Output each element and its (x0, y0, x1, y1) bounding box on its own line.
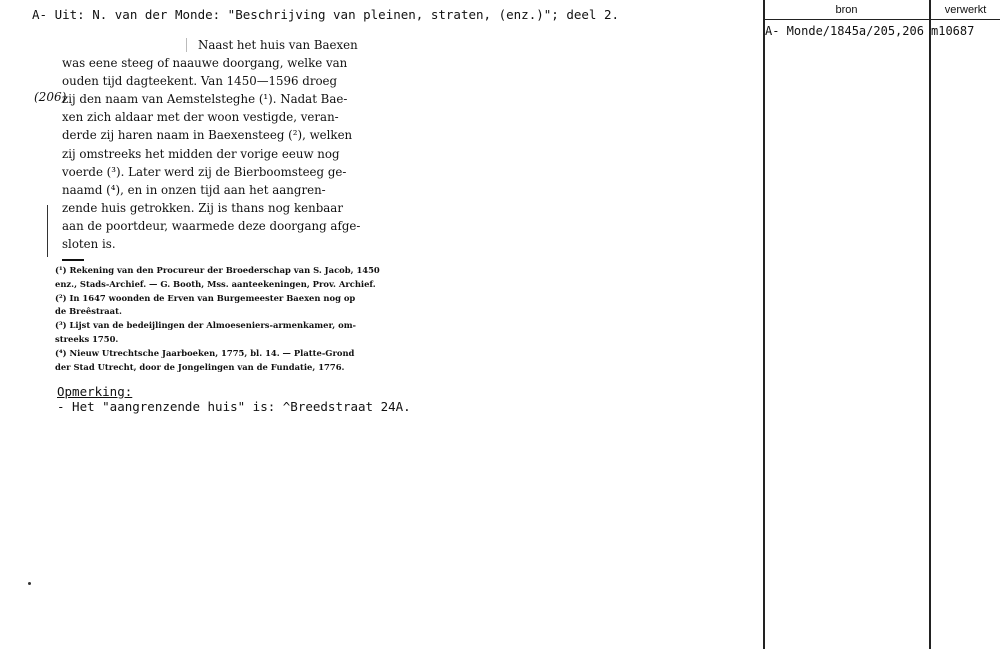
footnote-line: (⁴) Nieuw Utrechtsche Jaarboeken, 1775, bl. 14. — Platte-Grond (55, 347, 355, 358)
article-line: voerde (³). Later werd zij de Bierboomsteeg ge- (62, 164, 347, 179)
article-line: zij den naam van Aemstelsteghe (¹). Nadat Bae- (62, 92, 348, 107)
column-header-bron: bron (835, 4, 858, 16)
margin-bar (47, 205, 48, 257)
article-line: ouden tijd dagteekent. Van 1450—1596 droeg (62, 74, 338, 89)
article-line: sloten is. (62, 237, 116, 252)
footnote-divider (62, 259, 84, 261)
margin-page-reference: (206) (34, 90, 67, 104)
article-line: was eene steeg of naauwe doorgang, welke van (62, 56, 348, 71)
article-line: zij omstreeks het midden der vorige eeuw nog (62, 146, 340, 161)
table-cell-verwerkt: m10687 (931, 24, 975, 38)
article-line: aan de poortdeur, waarmede deze doorgang afge- (62, 218, 361, 233)
table-header-divider (763, 19, 1000, 20)
article-text (62, 36, 362, 253)
remark-title: Opmerking: (57, 384, 133, 399)
article-line: Naast het huis van Baexen (198, 38, 358, 52)
footnote-line: (³) Lijst van de bedeijlingen der Almoeseniers-armenkamer, om- (55, 320, 357, 331)
article-line: derde zij haren naam in Baexensteeg (²), welken (62, 128, 353, 143)
footnote-line: der Stad Utrecht, door de Jongelingen van de Fundatie, 1776. (55, 361, 345, 372)
footnotes (55, 264, 380, 374)
footnote-line: de Breêstraat. (55, 306, 122, 317)
table-column-divider (929, 0, 931, 649)
footnote-line: (²) In 1647 woonden de Erven van Burgemeester Baexen nog op (55, 292, 356, 303)
source-header: A- Uit: N. van der Monde: "Beschrijving van pleinen, straten, (enz.)"; deel 2. (32, 7, 619, 22)
article-line: naamd (⁴), en in onzen tijd aan het aangren- (62, 182, 326, 197)
footnote-line: streeks 1750. (55, 333, 119, 344)
column-header-verwerkt: verwerkt (944, 4, 987, 16)
scan-speck (28, 582, 31, 585)
table-cell-bron: A- Monde/1845a/205,206 (765, 24, 924, 38)
footnote-line: (¹) Rekening van den Procureur der Broederschap van S. Jacob, 1450 (55, 265, 380, 275)
article-line: zende huis getrokken. Zij is thans nog kenbaar (62, 200, 343, 215)
footnote-line: enz., Stads-Archief. — G. Booth, Mss. aanteekeningen, Prov. Archief. (55, 278, 376, 289)
remark-block (57, 384, 411, 414)
table-border-left (763, 0, 765, 649)
remark-text: - Het "aangrenzende huis" is: ^Breedstraat 24A. (57, 399, 411, 414)
article-line: xen zich aldaar met der woon vestigde, veran- (62, 110, 339, 125)
